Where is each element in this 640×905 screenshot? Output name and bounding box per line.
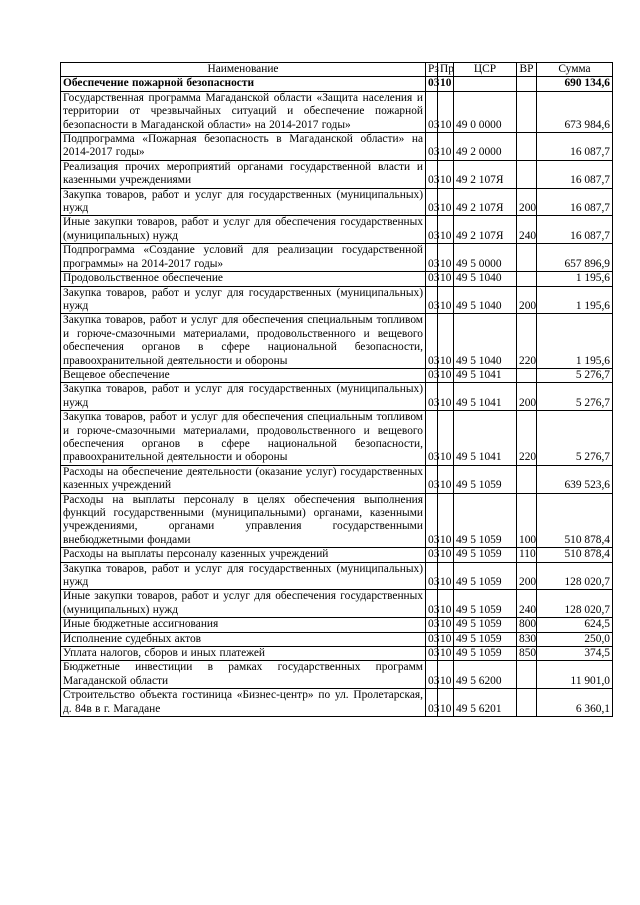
- table-row: [61, 493, 613, 548]
- cell-sum: 5 276,7: [537, 368, 613, 382]
- table-row: [61, 562, 613, 590]
- cell-name: Закупка товаров, работ и услуг для государственных (муниципальных) нужд: [61, 286, 426, 314]
- cell-rz: 03: [426, 286, 438, 314]
- table-row: [61, 590, 613, 618]
- cell-sum: 6 360,1: [537, 689, 613, 717]
- cell-pr: 10: [438, 272, 454, 286]
- cell-name: Расходы на обеспечение деятельности (оказание услуг) государственных казенных учреждений: [61, 465, 426, 493]
- header-csr: ЦСР: [454, 63, 517, 77]
- table-row: [61, 632, 613, 646]
- cell-vr: 110: [517, 548, 537, 562]
- cell-name: Реализация прочих мероприятий органами государственной власти и казенными учреждениями: [61, 160, 426, 188]
- cell-vr: [517, 661, 537, 689]
- cell-csr: 49 5 1059: [454, 465, 517, 493]
- cell-vr: 200: [517, 562, 537, 590]
- cell-sum: 11 901,0: [537, 661, 613, 689]
- table-row: [61, 661, 613, 689]
- cell-name: Бюджетные инвестиции в рамках государственных программ Магаданской области: [61, 661, 426, 689]
- cell-name: Государственная программа Магаданской области «Защита населения и территории от чрезвычайных ситуаций и обеспечение пожарной безопасности в Магаданской области» на 2014-2017 годы»: [61, 91, 426, 132]
- cell-name: Иные закупки товаров, работ и услуг для обеспечения государственных (муниципальных) нужд: [61, 590, 426, 618]
- cell-vr: 240: [517, 590, 537, 618]
- cell-rz: 03: [426, 272, 438, 286]
- cell-sum: 624,5: [537, 618, 613, 632]
- cell-rz: 03: [426, 548, 438, 562]
- cell-pr: 10: [438, 661, 454, 689]
- cell-pr: 10: [438, 647, 454, 661]
- cell-name: Закупка товаров, работ и услуг для государственных (муниципальных) нужд: [61, 188, 426, 216]
- cell-pr: 10: [438, 133, 454, 161]
- cell-vr: [517, 272, 537, 286]
- cell-vr: [517, 689, 537, 717]
- cell-vr: [517, 91, 537, 132]
- cell-pr: 10: [438, 562, 454, 590]
- table-row: [61, 160, 613, 188]
- cell-name: Иные закупки товаров, работ и услуг для обеспечения государственных (муниципальных) нужд: [61, 216, 426, 244]
- cell-rz: 03: [426, 383, 438, 411]
- cell-csr: 49 2 107Я: [454, 160, 517, 188]
- header-vr: ВР: [517, 63, 537, 77]
- table-row: [61, 133, 613, 161]
- cell-vr: 850: [517, 647, 537, 661]
- cell-name: Вещевое обеспечение: [61, 368, 426, 382]
- cell-vr: 100: [517, 493, 537, 548]
- cell-name: Уплата налогов, сборов и иных платежей: [61, 647, 426, 661]
- cell-csr: 49 5 1059: [454, 548, 517, 562]
- cell-vr: 240: [517, 216, 537, 244]
- cell-vr: 200: [517, 286, 537, 314]
- cell-name: Расходы на выплаты персоналу в целях обеспечения выполнения функций государственными (муниципальными) органами, казенными учреждениями, органами управления государственными внебюджетными фондами: [61, 493, 426, 548]
- cell-pr: 10: [438, 383, 454, 411]
- header-rz: Рз: [426, 63, 438, 77]
- cell-pr: 10: [438, 411, 454, 466]
- cell-rz: 03: [426, 632, 438, 646]
- table-row: [61, 314, 613, 369]
- cell-pr: 10: [438, 618, 454, 632]
- cell-pr: 10: [438, 465, 454, 493]
- cell-name: Закупка товаров, работ и услуг для государственных (муниципальных) нужд: [61, 383, 426, 411]
- cell-vr: [517, 465, 537, 493]
- cell-name: Подпрограмма «Создание условий для реализации государственной программы» на 2014-2017 годы»: [61, 244, 426, 272]
- cell-sum: 510 878,4: [537, 493, 613, 548]
- cell-rz: 03: [426, 160, 438, 188]
- cell-sum: 16 087,7: [537, 188, 613, 216]
- cell-pr: 10: [438, 632, 454, 646]
- cell-csr: 49 5 1041: [454, 383, 517, 411]
- cell-csr: 49 5 0000: [454, 244, 517, 272]
- cell-pr: 10: [438, 77, 454, 91]
- cell-csr: 49 5 1059: [454, 493, 517, 548]
- cell-sum: 16 087,7: [537, 216, 613, 244]
- cell-rz: 03: [426, 411, 438, 466]
- cell-csr: 49 0 0000: [454, 91, 517, 132]
- cell-sum: 374,5: [537, 647, 613, 661]
- cell-name: Обеспечение пожарной безопасности: [61, 77, 426, 91]
- table-row: [61, 91, 613, 132]
- cell-vr: 800: [517, 618, 537, 632]
- cell-sum: 639 523,6: [537, 465, 613, 493]
- cell-csr: [454, 77, 517, 91]
- cell-pr: 10: [438, 548, 454, 562]
- cell-csr: 49 5 1040: [454, 286, 517, 314]
- cell-csr: 49 5 1041: [454, 368, 517, 382]
- cell-csr: 49 5 1059: [454, 590, 517, 618]
- cell-rz: 03: [426, 689, 438, 717]
- table-row: [61, 411, 613, 466]
- cell-rz: 03: [426, 493, 438, 548]
- cell-sum: 16 087,7: [537, 133, 613, 161]
- table-row: [61, 647, 613, 661]
- cell-sum: 510 878,4: [537, 548, 613, 562]
- cell-name: Исполнение судебных актов: [61, 632, 426, 646]
- cell-rz: 03: [426, 368, 438, 382]
- cell-rz: 03: [426, 216, 438, 244]
- cell-rz: 03: [426, 244, 438, 272]
- cell-rz: 03: [426, 590, 438, 618]
- budget-sheet: [60, 62, 612, 717]
- cell-csr: 49 2 0000: [454, 133, 517, 161]
- cell-pr: 10: [438, 493, 454, 548]
- cell-rz: 03: [426, 661, 438, 689]
- cell-name: Продовольственное обеспечение: [61, 272, 426, 286]
- cell-rz: 03: [426, 314, 438, 369]
- cell-sum: 5 276,7: [537, 411, 613, 466]
- cell-sum: 250,0: [537, 632, 613, 646]
- cell-vr: 830: [517, 632, 537, 646]
- cell-vr: [517, 133, 537, 161]
- header-sum: Сумма: [537, 63, 613, 77]
- cell-csr: 49 5 1040: [454, 272, 517, 286]
- cell-rz: 03: [426, 188, 438, 216]
- budget-table: [60, 62, 613, 717]
- cell-csr: 49 5 1040: [454, 314, 517, 369]
- table-row: [61, 465, 613, 493]
- cell-rz: 03: [426, 618, 438, 632]
- table-row: [61, 244, 613, 272]
- table-row: [61, 368, 613, 382]
- table-header-row: [61, 63, 613, 77]
- cell-vr: [517, 244, 537, 272]
- header-pr: Пр: [438, 63, 454, 77]
- cell-csr: 49 5 6200: [454, 661, 517, 689]
- table-row: [61, 383, 613, 411]
- cell-pr: 10: [438, 216, 454, 244]
- table-body: [61, 77, 613, 717]
- cell-rz: 03: [426, 465, 438, 493]
- table-row: [61, 689, 613, 717]
- cell-csr: 49 5 1059: [454, 618, 517, 632]
- cell-vr: [517, 160, 537, 188]
- cell-sum: 1 195,6: [537, 286, 613, 314]
- cell-pr: 10: [438, 314, 454, 369]
- cell-pr: 10: [438, 160, 454, 188]
- cell-name: Подпрограмма «Пожарная безопасность в Магаданской области» на 2014-2017 годы»: [61, 133, 426, 161]
- cell-sum: 657 896,9: [537, 244, 613, 272]
- cell-rz: 03: [426, 77, 438, 91]
- cell-vr: 200: [517, 188, 537, 216]
- cell-sum: 16 087,7: [537, 160, 613, 188]
- cell-pr: 10: [438, 91, 454, 132]
- cell-vr: [517, 368, 537, 382]
- table-row: [61, 286, 613, 314]
- table-row: [61, 216, 613, 244]
- cell-rz: 03: [426, 91, 438, 132]
- cell-pr: 10: [438, 244, 454, 272]
- cell-csr: 49 2 107Я: [454, 188, 517, 216]
- cell-pr: 10: [438, 368, 454, 382]
- table-row: [61, 188, 613, 216]
- cell-name: Иные бюджетные ассигнования: [61, 618, 426, 632]
- table-row: [61, 77, 613, 91]
- cell-csr: 49 5 1041: [454, 411, 517, 466]
- cell-pr: 10: [438, 590, 454, 618]
- cell-pr: 10: [438, 188, 454, 216]
- cell-sum: 673 984,6: [537, 91, 613, 132]
- cell-name: Расходы на выплаты персоналу казенных учреждений: [61, 548, 426, 562]
- cell-vr: 220: [517, 314, 537, 369]
- cell-csr: 49 5 1059: [454, 647, 517, 661]
- cell-vr: 220: [517, 411, 537, 466]
- cell-csr: 49 5 1059: [454, 632, 517, 646]
- table-row: [61, 272, 613, 286]
- cell-pr: 10: [438, 689, 454, 717]
- cell-csr: 49 5 1059: [454, 562, 517, 590]
- cell-sum: 128 020,7: [537, 590, 613, 618]
- cell-rz: 03: [426, 133, 438, 161]
- cell-sum: 1 195,6: [537, 272, 613, 286]
- cell-pr: 10: [438, 286, 454, 314]
- header-name: Наименование: [61, 63, 426, 77]
- cell-name: Закупка товаров, работ и услуг для обеспечения специальным топливом и горюче-смазочными материалами, продовольственного и вещевого обеспечения органов в сфере национальной безопасности, правоохранительной деятельности и обороны: [61, 314, 426, 369]
- cell-name: Строительство объекта гостиница «Бизнес-центр» по ул. Пролетарская, д. 84в в г. Магадане: [61, 689, 426, 717]
- cell-sum: 1 195,6: [537, 314, 613, 369]
- cell-sum: 128 020,7: [537, 562, 613, 590]
- cell-name: Закупка товаров, работ и услуг для обеспечения специальным топливом и горюче-смазочными материалами, продовольственного и вещевого обеспечения органов в сфере национальной безопасности, правоохранительной деятельности и обороны: [61, 411, 426, 466]
- cell-rz: 03: [426, 562, 438, 590]
- cell-vr: 200: [517, 383, 537, 411]
- cell-sum: 690 134,6: [537, 77, 613, 91]
- cell-name: Закупка товаров, работ и услуг для государственных (муниципальных) нужд: [61, 562, 426, 590]
- cell-sum: 5 276,7: [537, 383, 613, 411]
- cell-rz: 03: [426, 647, 438, 661]
- cell-csr: 49 2 107Я: [454, 216, 517, 244]
- table-row: [61, 618, 613, 632]
- cell-csr: 49 5 6201: [454, 689, 517, 717]
- table-row: [61, 548, 613, 562]
- cell-vr: [517, 77, 537, 91]
